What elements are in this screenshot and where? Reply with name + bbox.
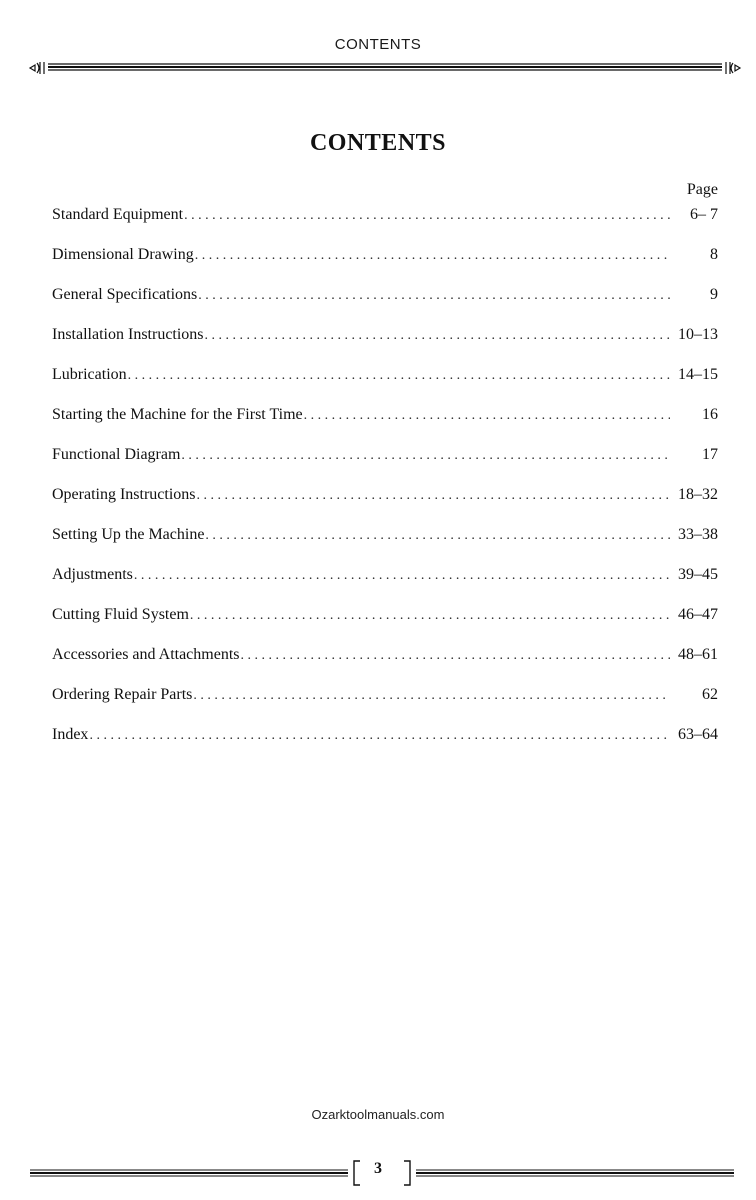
- website-footer: Ozarktoolmanuals.com: [311, 1107, 445, 1122]
- dot-leader: [181, 448, 670, 464]
- toc-entry-page: 6– 7: [690, 206, 718, 223]
- toc-entry-label: Setting Up the Machine: [52, 526, 205, 543]
- toc-entry: [52, 686, 718, 726]
- toc-entry: [52, 526, 718, 566]
- dot-leader: [205, 528, 670, 544]
- toc-entry-page: 10–13: [678, 326, 718, 343]
- dot-leader: [241, 648, 671, 664]
- dot-leader: [184, 208, 670, 224]
- toc-entry-page: 18–32: [678, 486, 718, 503]
- toc-entry: [52, 566, 718, 606]
- toc-entry-label: Installation Instructions: [52, 326, 204, 343]
- dot-leader: [197, 488, 670, 504]
- toc-entry: [52, 206, 718, 246]
- toc-entry-page: 48–61: [678, 646, 718, 663]
- toc-entry-label: Cutting Fluid System: [52, 606, 189, 623]
- toc-entry-page: 8: [710, 246, 718, 263]
- ornamental-rule-top: [28, 58, 742, 78]
- toc-entry-page: 46–47: [678, 606, 718, 623]
- toc-entry: [52, 246, 718, 286]
- toc-entry: [52, 286, 718, 326]
- toc-entry: [52, 326, 718, 366]
- dot-leader: [190, 608, 670, 624]
- toc-entry: [52, 406, 718, 446]
- page-number: 3: [374, 1160, 382, 1177]
- table-of-contents: [52, 206, 718, 766]
- toc-entry-page: 33–38: [678, 526, 718, 543]
- toc-entry-label: Operating Instructions: [52, 486, 196, 503]
- toc-entry-label: Index: [52, 726, 89, 743]
- toc-entry-page: 17: [702, 446, 718, 463]
- dot-leader: [195, 248, 670, 264]
- toc-entry-page: 14–15: [678, 366, 718, 383]
- toc-entry: [52, 646, 718, 686]
- toc-entry: [52, 366, 718, 406]
- dot-leader: [198, 288, 670, 304]
- running-header: CONTENTS: [334, 36, 422, 53]
- toc-entry-page: 16: [702, 406, 718, 423]
- page-title: CONTENTS: [309, 130, 447, 156]
- toc-entry-label: Starting the Machine for the First Time: [52, 406, 303, 423]
- toc-entry: [52, 486, 718, 526]
- toc-entry-label: Dimensional Drawing: [52, 246, 194, 263]
- toc-entry-page: 9: [710, 286, 718, 303]
- toc-entry-label: Accessories and Attachments: [52, 646, 240, 663]
- dot-leader: [304, 408, 670, 424]
- toc-entry-page: 63–64: [678, 726, 718, 743]
- toc-entry-label: Functional Diagram: [52, 446, 181, 463]
- dot-leader: [89, 728, 670, 744]
- dot-leader: [193, 688, 670, 704]
- toc-entry-label: General Specifications: [52, 286, 198, 303]
- toc-entry-label: Lubrication: [52, 366, 127, 383]
- toc-entry-label: Ordering Repair Parts: [52, 686, 193, 703]
- dot-leader: [205, 328, 670, 344]
- dot-leader: [128, 368, 670, 384]
- dot-leader: [134, 568, 670, 584]
- toc-entry: [52, 606, 718, 646]
- toc-entry: [52, 446, 718, 486]
- toc-entry-label: Adjustments: [52, 566, 133, 583]
- page-column-label: Page: [686, 181, 718, 198]
- toc-entry-page: 62: [702, 686, 718, 703]
- toc-entry-page: 39–45: [678, 566, 718, 583]
- toc-entry-label: Standard Equipment: [52, 206, 184, 223]
- toc-entry: [52, 726, 718, 766]
